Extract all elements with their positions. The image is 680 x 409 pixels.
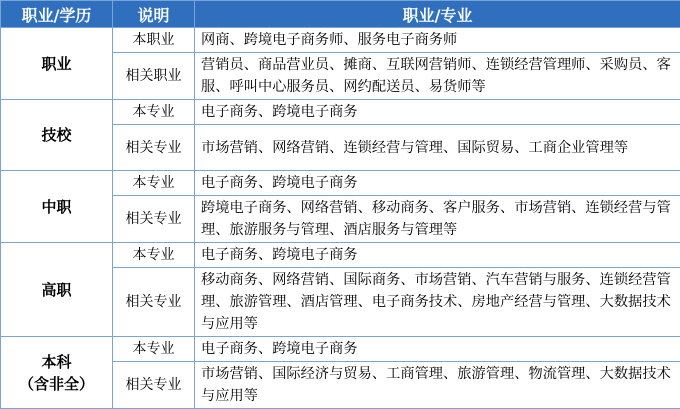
category-cell: 职业 xyxy=(1,28,113,100)
header-occupation-education: 职业/学历 xyxy=(1,1,113,28)
description-cell: 本专业 xyxy=(113,100,195,125)
content-cell: 市场营销、网络营销、连锁经营与管理、国际贸易、工商企业管理等 xyxy=(195,125,680,171)
category-line-2: （含非全） xyxy=(1,373,112,395)
header-description: 说明 xyxy=(113,1,195,28)
table-row xyxy=(1,171,680,196)
category-cell: 中职 xyxy=(1,171,113,243)
content-cell: 市场营销、国际经济与贸易、工商管理、旅游管理、物流管理、大数据技术与应用等 xyxy=(195,362,680,409)
content-cell: 移动商务、网络营销、国际商务、市场营销、汽车营销与服务、连锁经营管理、旅游管理、酒店管理、电子商务技术、房地产经营与管理、大数据技术与应用等 xyxy=(195,268,680,337)
table-row xyxy=(1,28,680,53)
content-cell: 电子商务、跨境电子商务 xyxy=(195,337,680,362)
description-cell: 相关专业 xyxy=(113,362,195,409)
category-line-1: 本科 xyxy=(1,351,112,373)
description-cell: 相关专业 xyxy=(113,268,195,337)
description-cell: 本专业 xyxy=(113,171,195,196)
description-cell: 本专业 xyxy=(113,243,195,268)
table-row xyxy=(1,337,680,362)
description-cell: 相关职业 xyxy=(113,53,195,100)
table-row xyxy=(1,243,680,268)
header-occupation-major: 职业/专业 xyxy=(195,1,680,28)
content-cell: 营销员、商品营业员、摊商、互联网营销师、连锁经营管理师、采购员、客服、呼叫中心服务员、网约配送员、易货师等 xyxy=(195,53,680,100)
content-cell: 电子商务、跨境电子商务 xyxy=(195,100,680,125)
description-cell: 相关专业 xyxy=(113,125,195,171)
description-cell: 本职业 xyxy=(113,28,195,53)
table-header-row xyxy=(1,1,680,28)
content-cell: 网商、跨境电子商务师、服务电子商务师 xyxy=(195,28,680,53)
content-cell: 电子商务、跨境电子商务 xyxy=(195,243,680,268)
category-cell: 高职 xyxy=(1,243,113,337)
content-cell: 跨境电子商务、网络营销、移动商务、客户服务、市场营销、连锁经营与管理、旅游服务与管理、酒店服务与管理等 xyxy=(195,196,680,243)
category-cell: 技校 xyxy=(1,100,113,171)
content-cell: 电子商务、跨境电子商务 xyxy=(195,171,680,196)
description-cell: 本专业 xyxy=(113,337,195,362)
description-cell: 相关专业 xyxy=(113,196,195,243)
table-row xyxy=(1,100,680,125)
category-cell xyxy=(1,337,113,409)
